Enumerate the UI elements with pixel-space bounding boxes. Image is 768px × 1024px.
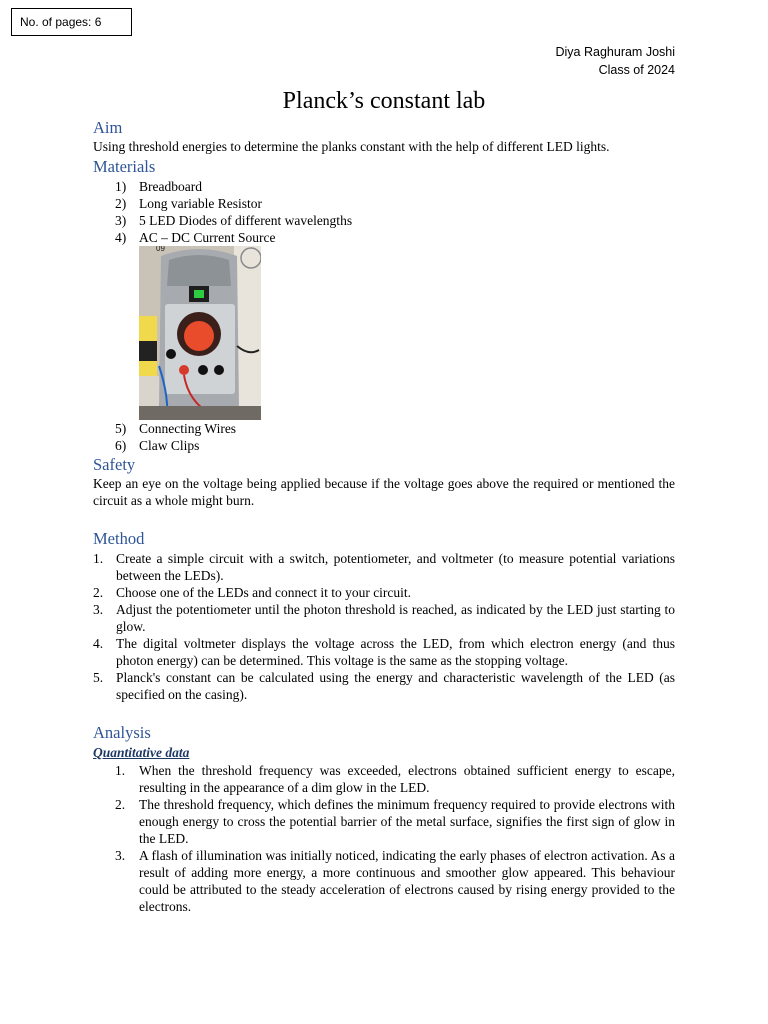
- method-heading: Method: [93, 529, 145, 548]
- analysis-heading: Analysis: [93, 723, 151, 742]
- list-number: 3.: [115, 848, 126, 863]
- list-item: [93, 437, 675, 454]
- materials-list-continued: [93, 420, 675, 454]
- list-item: [93, 847, 675, 915]
- safety-text: Keep an eye on the voltage being applied because if the voltage goes above the required or mentioned the circuit as a whole might burn.: [93, 476, 675, 508]
- list-item: [93, 601, 675, 635]
- list-number: 1): [115, 179, 127, 194]
- materials-list: [93, 178, 675, 246]
- list-number: 1.: [93, 551, 104, 566]
- list-number: 4): [115, 230, 127, 245]
- list-number: 4.: [93, 636, 104, 651]
- page-count-box: [11, 8, 132, 36]
- author-class: Class of 2024: [598, 63, 675, 77]
- list-number: 3.: [93, 602, 104, 617]
- list-item-text: AC – DC Current Source: [139, 230, 276, 245]
- page-count-label: No. of pages: 6: [20, 15, 102, 29]
- list-number: 6): [115, 438, 127, 453]
- list-item-text: 5 LED Diodes of different wavelengths: [139, 213, 353, 228]
- list-item: [93, 584, 675, 601]
- list-number: 1.: [115, 763, 126, 778]
- list-item-text: When the threshold frequency was exceeded, electrons obtained sufficient energy to escape, resulting in the appearance of a dim glow in the LED.: [139, 763, 675, 795]
- quantitative-data-subheading: Quantitative data: [93, 745, 190, 760]
- list-number: 2.: [115, 797, 126, 812]
- list-item: [93, 229, 675, 246]
- list-number: 3): [115, 213, 127, 228]
- list-item: [93, 796, 675, 847]
- list-number: 5.: [93, 670, 104, 685]
- list-item-text: Planck's constant can be calculated using the energy and characteristic wavelength of the LED (as specified on the casing).: [116, 670, 675, 702]
- power-supply-photo: [139, 246, 261, 420]
- document-title: Planck’s constant lab: [282, 88, 486, 114]
- photo-label: 09: [156, 246, 165, 253]
- list-item: [93, 635, 675, 669]
- safety-heading: Safety: [93, 455, 136, 474]
- aim-heading: Aim: [93, 118, 123, 137]
- power-supply-illustration: [139, 246, 261, 420]
- list-item: [93, 762, 675, 796]
- aim-text: Using threshold energies to determine the planks constant with the help of different LED lights.: [93, 139, 610, 154]
- list-item: [93, 550, 675, 584]
- list-item-text: Create a simple circuit with a switch, potentiometer, and voltmeter (to measure potential variations between the LEDs).: [116, 551, 675, 583]
- materials-heading: Materials: [93, 157, 156, 176]
- list-item-text: Long variable Resistor: [139, 196, 262, 211]
- method-list: [93, 550, 675, 703]
- list-item-text: Breadboard: [139, 179, 202, 194]
- list-item: [93, 212, 675, 229]
- analysis-list: [93, 762, 675, 915]
- list-item-text: The threshold frequency, which defines the minimum frequency required to provide electrons with enough energy to cross the potential barrier of the metal surface, signifies the first sign of glow in the LED.: [139, 797, 675, 846]
- list-number: 2.: [93, 585, 104, 600]
- list-item-text: Choose one of the LEDs and connect it to your circuit.: [116, 585, 412, 600]
- list-item: [93, 178, 675, 195]
- list-item-text: The digital voltmeter displays the voltage across the LED, from which electron energy (and thus photon energy) can be determined. This voltage is the same as the stopping voltage.: [116, 636, 675, 668]
- list-item-text: Connecting Wires: [139, 421, 237, 436]
- list-number: 5): [115, 421, 127, 436]
- document-body: [93, 118, 675, 915]
- list-item-text: Adjust the potentiometer until the photon threshold is reached, as indicated by the LED just starting to glow.: [116, 602, 675, 634]
- list-item: [93, 195, 675, 212]
- list-number: 2): [115, 196, 127, 211]
- list-item-text: Claw Clips: [139, 438, 200, 453]
- list-item: [93, 420, 675, 437]
- author-name: Diya Raghuram Joshi: [555, 45, 675, 59]
- list-item: [93, 669, 675, 703]
- list-item-text: A flash of illumination was initially noticed, indicating the early phases of electron activation. As a result of adding more energy, a more continuous and smoother glow appeared. This behaviour could be attributed to the steady acceleration of electrons caused by rising energy provided to the electrons.: [139, 848, 675, 914]
- author-block: [556, 43, 676, 79]
